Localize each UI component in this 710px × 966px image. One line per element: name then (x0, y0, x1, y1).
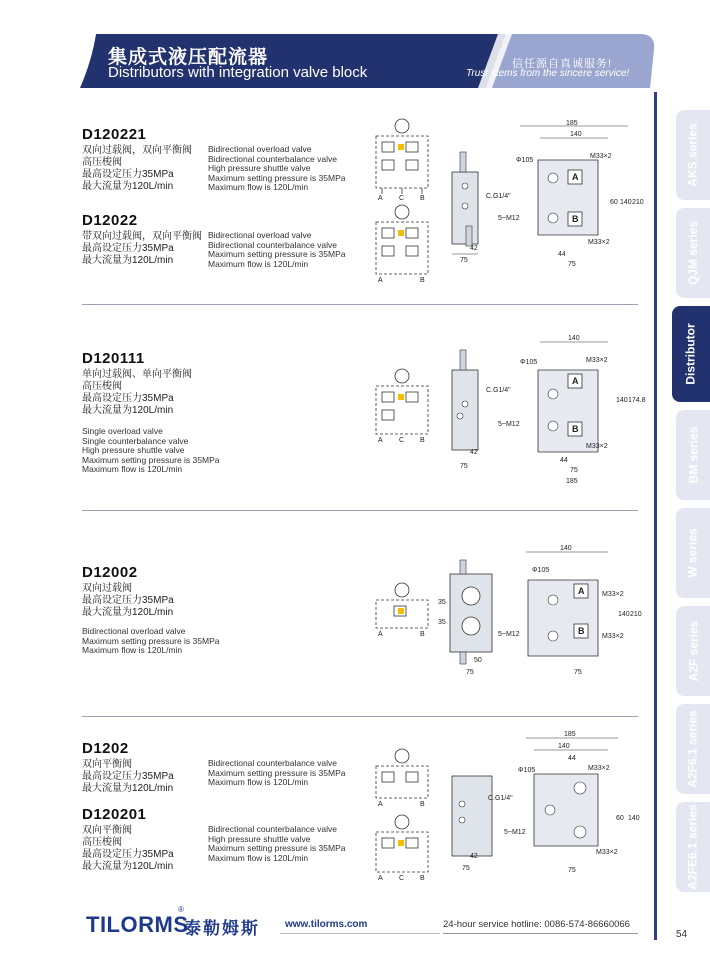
dim-60: 60 (616, 815, 624, 822)
footer-rule (443, 933, 638, 934)
port-a-label: A (378, 437, 383, 444)
port-b-mark: B (578, 626, 585, 636)
spec-en: Maximum flow is 120L/min (208, 777, 309, 787)
page-number: 54 (676, 929, 688, 940)
port-c-label: C (399, 437, 405, 444)
spec-cn: 最高设定压力35MPa (82, 243, 174, 254)
dim-44: 44 (558, 251, 566, 258)
dim-140: 140 (570, 131, 582, 138)
dim-phi105: Φ105 (532, 567, 550, 574)
spec-en: High pressure shuttle valve (82, 445, 185, 455)
tab-aks-series[interactable]: AKS series (676, 110, 710, 200)
model-number: D120201 (82, 806, 147, 823)
product-d120221 (82, 126, 346, 192)
dim-210: 210 (630, 611, 642, 618)
brand-logo: TILORMS (86, 912, 189, 937)
model-number: D12022 (82, 212, 138, 229)
brand-logo-cn: 泰勒姆斯 (184, 919, 260, 938)
dim-140: 140 (558, 743, 570, 750)
cg-port-label: C.G1/4" (488, 795, 513, 802)
spec-cn: 带双向过载阀，双向平衡阀 (82, 231, 202, 242)
dim-44: 44 (560, 457, 568, 464)
spec-en: High pressure shuttle valve (208, 163, 311, 173)
spec-en: Maximum flow is 120L/min (208, 182, 309, 192)
dim-75: 75 (462, 865, 470, 872)
dim-75: 75 (574, 669, 582, 676)
spec-cn: 最大流量为120L/min (82, 783, 174, 794)
dim-75: 75 (466, 669, 474, 676)
port-b-label: B (420, 195, 425, 202)
model-number: D12002 (82, 564, 138, 581)
cg-port-label: C.G1/4" (486, 193, 511, 200)
product-d120111 (82, 350, 220, 474)
spec-cn: 单向过载阀、单向平衡阀 (82, 369, 192, 380)
spec-en: Maximum flow is 120L/min (208, 852, 309, 863)
spec-cn: 高压梭阀 (82, 381, 122, 392)
spec-en: Maximum flow is 120L/min (208, 258, 309, 269)
hydraulic-schematic-d12002 (368, 580, 436, 638)
thread-m33: M33×2 (602, 633, 624, 640)
dim-185: 185 (564, 731, 576, 738)
spec-en: Maximum setting pressure is 35MPa (208, 843, 346, 853)
page-title-en: Distributors with integration valve block (108, 64, 368, 81)
spec-en: Single counterbalance valve (82, 435, 189, 446)
spec-cn: 最大流量为120L/min (82, 255, 174, 266)
spec-en: Bidirectional counterbalance valve (208, 824, 337, 834)
port-a-label: A (378, 631, 383, 638)
dim-75: 75 (568, 261, 576, 268)
tab-bm-series[interactable]: BM series (676, 410, 710, 500)
slogan-cn: 信任源自真诚服务! (512, 58, 613, 70)
slogan-en: Trust stems from the sincere service! (466, 68, 630, 79)
spec-cn: 双向过载阀 (82, 583, 132, 594)
spec-en: Bidirectional counterbalance valve (208, 153, 337, 164)
port-c-label: C (399, 875, 405, 882)
product-d12002 (82, 564, 220, 655)
spec-en: Maximum setting pressure is 35MPa (208, 767, 346, 778)
dim-210: 210 (632, 199, 644, 206)
dim-140: 140 (560, 545, 572, 552)
dim-42: 42 (470, 245, 478, 252)
port-b-label: B (420, 875, 425, 882)
model-number: D1202 (82, 740, 129, 757)
tab-qjm-series[interactable]: QJM series (676, 208, 710, 298)
dim-185: 185 (566, 478, 578, 485)
dim-140: 140 (618, 611, 630, 618)
spec-cn: 最高设定压力35MPa (82, 393, 174, 404)
section-divider (82, 304, 638, 305)
top-view-d12002 (498, 544, 648, 680)
dim-140: 140 (628, 815, 640, 822)
spec-en: Bidirectional overload valve (208, 144, 312, 154)
dim-35: 35 (438, 619, 446, 626)
dim-42: 42 (470, 449, 478, 456)
thread-m33: M33×2 (596, 849, 618, 856)
spec-en: Maximum flow is 120L/min (82, 645, 183, 655)
port-a-label: A (378, 801, 383, 808)
port-a-mark: A (572, 376, 579, 386)
port-b-label: B (420, 437, 425, 444)
port-b-label: B (420, 631, 425, 638)
thread-m33: M33×2 (602, 591, 624, 598)
port-b-label: B (420, 801, 425, 808)
dim-35: 35 (438, 599, 446, 606)
spec-en: Single overload valve (82, 426, 163, 436)
spec-en: High pressure shuttle valve (208, 833, 311, 844)
spec-cn: 最高设定压力35MPa (82, 771, 174, 782)
spec-cn: 双向过载阀，双向平衡阀 (82, 145, 192, 156)
port-a-mark: A (572, 172, 579, 182)
top-view-d120111 (498, 334, 648, 486)
spec-en: Bidirectional counterbalance valve (208, 239, 337, 250)
spec-en: Maximum setting pressure is 35MPa (208, 172, 346, 183)
spec-cn: 最高设定压力35MPa (82, 595, 174, 606)
port-a-label: A (378, 195, 383, 202)
tab-a2f-series[interactable]: A2F series (676, 606, 710, 696)
spec-en: Maximum setting pressure is 35MPa (208, 249, 346, 259)
tab-w-series[interactable]: W series (676, 508, 710, 598)
thread-m12: 5~M12 (498, 631, 520, 638)
port-a-mark: A (578, 586, 585, 596)
top-view-d120221 (498, 120, 648, 270)
website-link[interactable]: www.tilorms.com (285, 919, 368, 930)
section-divider (82, 716, 638, 717)
port-b-mark: B (572, 424, 579, 434)
dim-42: 42 (470, 853, 478, 860)
thread-m33: M33×2 (588, 239, 610, 246)
spec-cn: 最大流量为120L/min (82, 607, 174, 618)
hydraulic-schematic-d120221 (368, 116, 436, 284)
spec-cn: 双向平衡阀 (82, 759, 132, 770)
spec-en: Bidirectional overload valve (82, 626, 186, 636)
thread-m12: 5~M12 (504, 829, 526, 836)
model-number: D120221 (82, 126, 147, 143)
dim-50: 50 (474, 657, 482, 664)
thread-m33: M33×2 (586, 443, 608, 450)
port-a-label: A (378, 277, 383, 284)
thread-m33: M33×2 (588, 765, 610, 772)
thread-m33: M33×2 (586, 357, 608, 364)
thread-m33: M33×2 (590, 153, 612, 160)
dim-185: 185 (566, 120, 578, 127)
dim-140: 140 (568, 335, 580, 342)
dim-140: 140 (620, 199, 632, 206)
registered-mark: ® (178, 905, 184, 914)
dim-75: 75 (568, 867, 576, 874)
dim-140: 140 (616, 397, 628, 404)
product-d1202 (82, 740, 346, 794)
tab-a2fe61-series[interactable]: A2FE6.1 series (676, 802, 710, 892)
top-view-d1202 (498, 730, 648, 880)
dim-60: 60 (610, 199, 618, 206)
spec-cn: 最大流量为120L/min (82, 861, 174, 872)
port-b-mark: B (572, 214, 579, 224)
cg-port-label: C.G1/4" (486, 387, 511, 394)
spec-en: Bidirectional counterbalance valve (208, 758, 337, 768)
tab-a2f61-series[interactable]: A2F6.1 series (676, 704, 710, 794)
product-d120201 (82, 806, 346, 872)
spec-cn: 最高设定压力35MPa (82, 849, 174, 860)
page-title-cn: 集成式液压配流器 (108, 47, 269, 68)
dim-44: 44 (568, 755, 576, 762)
dim-phi105: Φ105 (516, 157, 534, 164)
spec-en: Maximum setting pressure is 35MPa (82, 635, 220, 646)
hydraulic-schematic-d120111 (368, 366, 436, 446)
spec-cn: 高压梭阀 (82, 157, 122, 168)
dim-75: 75 (460, 463, 468, 470)
port-b-label: B (420, 277, 425, 284)
spec-cn: 双向平衡阀 (82, 825, 132, 836)
spec-cn: 最大流量为120L/min (82, 405, 174, 416)
spec-en: Maximum setting pressure is 35MPa (82, 454, 220, 465)
model-number: D120111 (82, 350, 145, 367)
hydraulic-schematic-d1202 (368, 748, 436, 884)
section-divider (82, 510, 638, 511)
dim-174: 174.8 (628, 397, 646, 404)
spec-en: Maximum flow is 120L/min (82, 464, 183, 474)
page-header (0, 0, 710, 90)
spec-cn: 最大流量为120L/min (82, 181, 174, 192)
service-hotline: 24-hour service hotline: 0086-574-86660066 (443, 919, 630, 930)
port-c-label: C (399, 195, 405, 202)
dim-75: 75 (570, 467, 578, 474)
tab-distributor[interactable]: Distributor (672, 306, 710, 402)
dim-phi105: Φ105 (520, 359, 538, 366)
thread-m12: 5~M12 (498, 421, 520, 428)
spec-cn: 最高设定压力35MPa (82, 169, 174, 180)
product-d12022 (82, 212, 346, 269)
thread-m12: 5~M12 (498, 215, 520, 222)
dim-phi105: Φ105 (518, 767, 536, 774)
spec-en: Bidirectional overload valve (208, 230, 312, 240)
dim-75: 75 (460, 257, 468, 264)
spec-cn: 高压梭阀 (82, 837, 122, 848)
page-divider-line (654, 92, 657, 940)
port-a-label: A (378, 875, 383, 882)
footer-rule (280, 933, 440, 934)
